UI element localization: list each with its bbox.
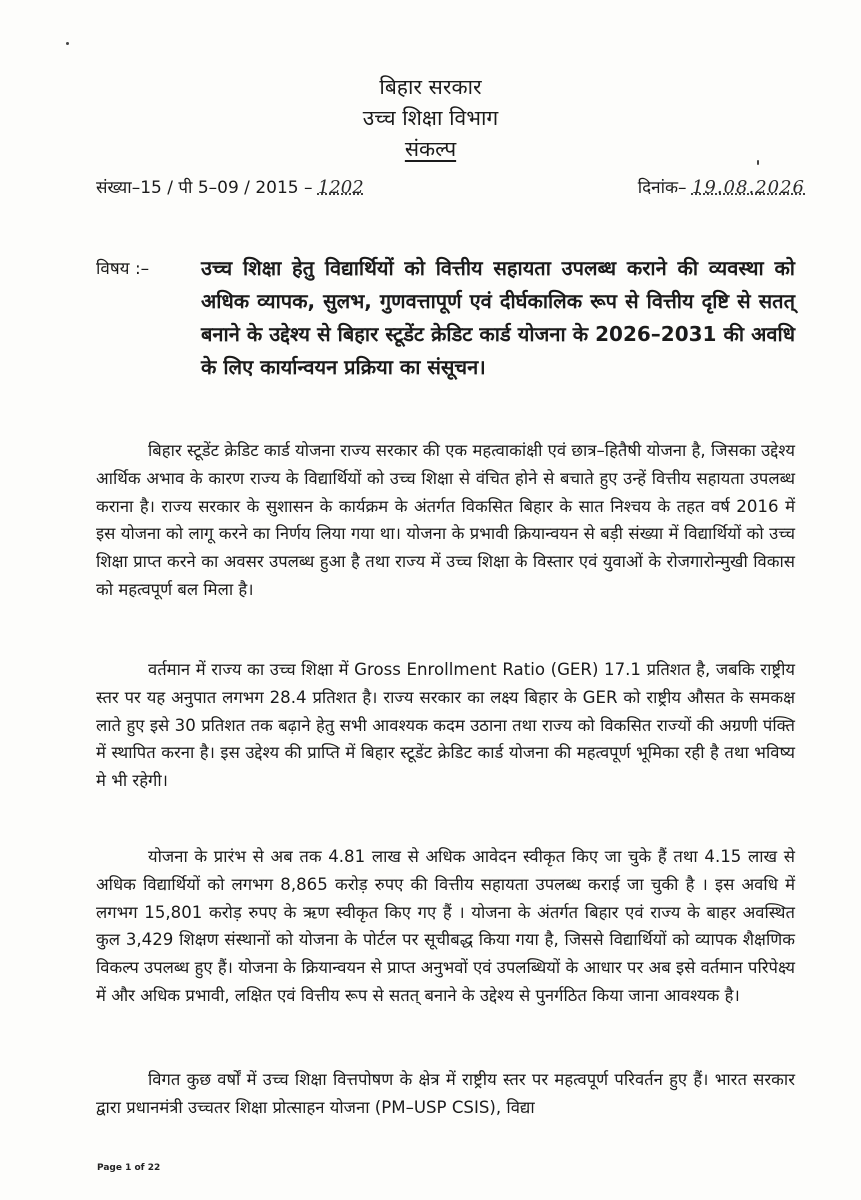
reference-number-handwritten: 1202	[317, 177, 364, 198]
reference-number-label: संख्या–15 / पी 5–09 / 2015 –	[96, 178, 313, 198]
resolution-title: संकल्प	[404, 137, 457, 161]
government-title: बिहार सरकार	[379, 75, 482, 99]
body-paragraph-1: बिहार स्टूडेंट क्रेडिट कार्ड योजना राज्य सरकार की एक महत्वाकांक्षी एवं छात्र–हितैषी योजना है, जिसका उद्देश्य आर्थिक अभाव के कारण राज्य के विद्यार्थियों को उच्च शिक्षा से वंचित होने से बचाते हुए उन्हें वित्तीय सहायता उपलब्ध कराना है। राज्य सरकार के सुशासन के कार्यक्रम के अंतर्गत विकसित बिहार के सात निश्चय के तहत वर्ष 2016 में इस योजना को लागू करने का निर्णय लिया गया था। योजना के प्रभावी क्रियान्वयन से बड़ी संख्या में विद्यार्थियों को उच्च शिक्षा प्राप्त करने का अवसर उपलब्ध हुआ है तथा राज्य में उच्च शिक्षा के विस्तार एवं युवाओं के रोजगारोन्मुखी विकास को महत्वपूर्ण बल मिला है।	[96, 441, 795, 599]
body-paragraph-2: वर्तमान में राज्य का उच्च शिक्षा में Gross Enrollment Ratio (GER) 17.1 प्रतिशत है, जबकि राष्ट्रीय स्तर पर यह अनुपात लगभग 28.4 प्रतिशत है। राज्य सरकार का लक्ष्य बिहार के GER को राष्ट्रीय औसत के समकक्ष लाते हुए इसे 30 प्रतिशत तक बढ़ाने हेतु सभी आवश्यक कदम उठाना तथा राज्य को विकसित राज्यों की अग्रणी पंक्ति में स्थापित करना है। इस उद्देश्य की प्राप्ति में बिहार स्टूडेंट क्रेडिट कार्ड योजना की महत्वपूर्ण भूमिका रही है तथा भविष्य मे भी रहेगी।	[96, 660, 795, 791]
scan-speck	[66, 42, 69, 45]
reference-date	[638, 175, 805, 198]
body-paragraph-3: योजना के प्रारंभ से अब तक 4.81 लाख से अधिक आवेदन स्वीकृत किए जा चुके हैं तथा 4.15 लाख से अधिक विद्यार्थियों को लगभग 8,865 करोड़ रुपए की वित्तीय सहायता उपलब्ध कराई जा चुकी है । इस अवधि में लगभग 15,801 करोड़ रुपए के ऋण स्वीकृत किए गए हैं । योजना के अंतर्गत बिहार एवं राज्य के बाहर अवस्थित कुल 3,429 शिक्षण संस्थानों को योजना के पोर्टल पर सूचीबद्ध किया गया है, जिससे विद्यार्थियों को व्यापक शैक्षणिक विकल्प उपलब्ध हुए हैं। योजना के क्रियान्वयन से प्राप्त अनुभवों एवं उपलब्धियों के आधार पर अब इसे वर्तमान परिपेक्ष्य में और अधिक प्रभावी, लक्षित एवं वित्तीय रूप से सतत् बनाने के उद्देश्य से पुनर्गठित किया जाना आवश्यक है।	[96, 847, 795, 1005]
body-paragraph-4: विगत कुछ वर्षों में उच्च शिक्षा वित्तपोषण के क्षेत्र में राष्ट्रीय स्तर पर महत्वपूर्ण परिवर्तन हुए हैं। भारत सरकार द्वारा प्रधानमंत्री उच्चतर शिक्षा प्रोत्साहन योजना (PM–USP CSIS), विद्या	[96, 1070, 795, 1117]
reference-number	[96, 175, 364, 198]
subject-label: विषय :–	[96, 259, 150, 279]
date-handwritten: 19.08.2026	[691, 177, 805, 198]
page-number: Page 1 of 22	[97, 1163, 161, 1173]
reference-line	[96, 175, 805, 203]
department-title: उच्च शिक्षा विभाग	[362, 106, 499, 130]
subject-text: उच्च शिक्षा हेतु विद्यार्थियों को वित्तीय सहायता उपलब्ध कराने की व्यवस्था को अधिक व्यापक, सुलभ, गुणवत्तापूर्ण एवं दीर्घकालिक रूप से वित्तीय दृष्टि से सतत् बनाने के उद्देश्य से बिहार स्टूडेंट क्रेडिट कार्ड योजना के 2026–2031 की अवधि के लिए कार्यान्वयन प्रक्रिया का संसूचन।	[201, 256, 795, 379]
date-label: दिनांक–	[637, 178, 687, 198]
